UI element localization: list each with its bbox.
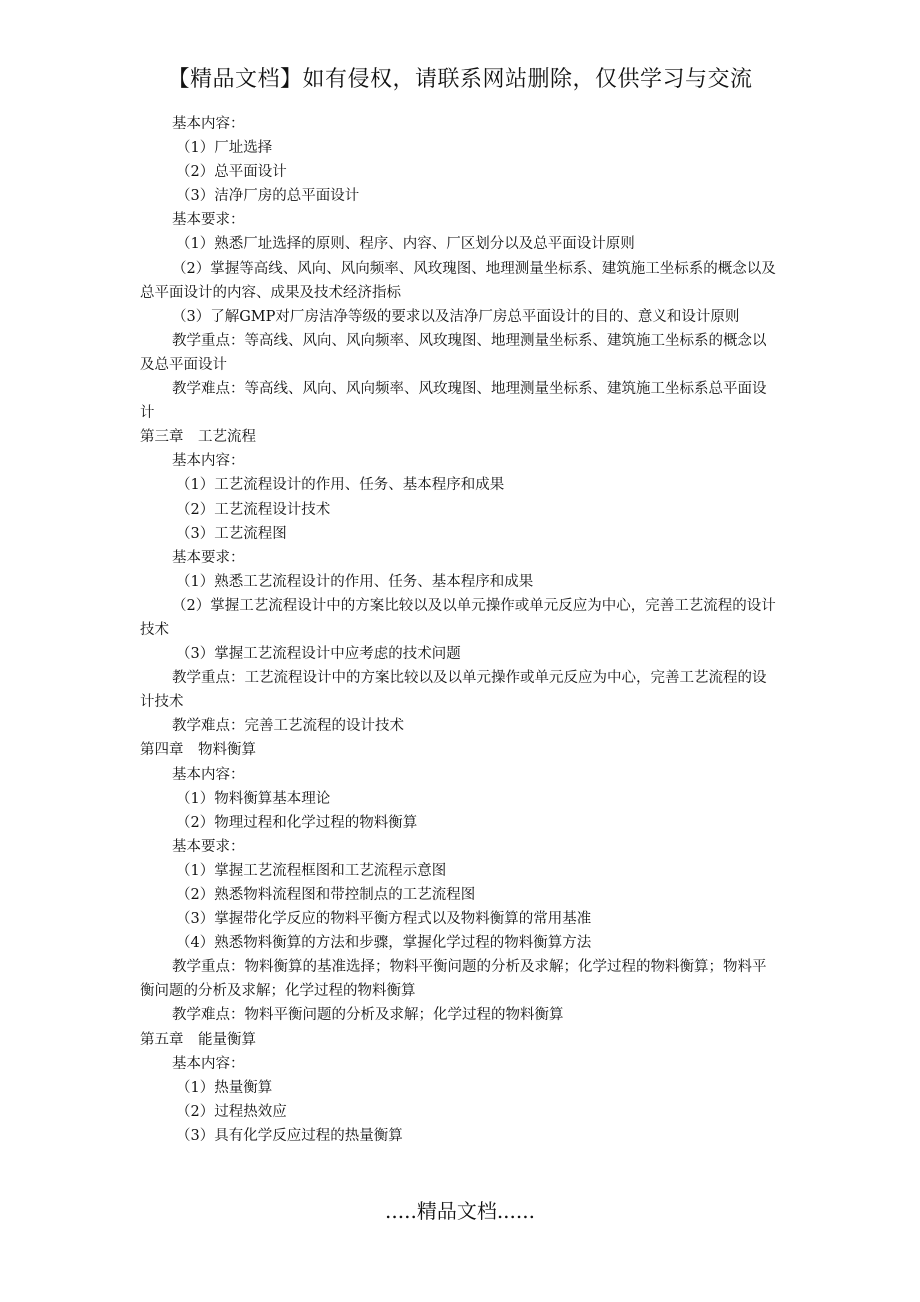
paragraph: （2）掌握等高线、风向、风向频率、风玫瑰图、地理测量坐标系、建筑施工坐标系的概念以及总平面设计的内容、成果及技术经济指标 <box>140 260 776 301</box>
chapter-heading: 第四章 物料衡算 <box>140 742 256 759</box>
list-item: （3）掌握带化学反应的物料平衡方程式以及物料衡算的常用基准 <box>176 911 592 928</box>
list-item: （1）熟悉厂址选择的原则、程序、内容、厂区划分以及总平面设计原则 <box>176 236 635 253</box>
page-footer: .....精品文档...... <box>385 1199 535 1223</box>
list-item: （2）工艺流程设计技术 <box>176 501 331 518</box>
paragraph: （2）掌握工艺流程设计中的方案比较以及以单元操作或单元反应为中心，完善工艺流程的设计技术 <box>140 597 776 638</box>
list-item: （1）熟悉工艺流程设计的作用、任务、基本程序和成果 <box>176 573 534 590</box>
section-label: 教学难点：物料平衡问题的分析及求解；化学过程的物料衡算 <box>172 1007 564 1024</box>
paragraph: 教学难点：等高线、风向、风向频率、风玫瑰图、地理测量坐标系、建筑施工坐标系总平面设计 <box>140 381 767 422</box>
list-item: （2）总平面设计 <box>176 164 287 181</box>
section-label: 教学难点：完善工艺流程的设计技术 <box>172 718 404 735</box>
paragraph: 教学重点：物料衡算的基准选择；物料平衡问题的分析及求解；化学过程的物料衡算；物料平衡问题的分析及求解；化学过程的物料衡算 <box>140 959 767 1000</box>
list-item: （2）过程热效应 <box>176 1103 287 1120</box>
chapter-heading: 第三章 工艺流程 <box>140 429 256 446</box>
list-item: （1）工艺流程设计的作用、任务、基本程序和成果 <box>176 477 505 494</box>
paragraph: （3）了解GMP对厂房洁净等级的要求以及洁净厂房总平面设计的目的、意义和设计原则 <box>172 308 740 325</box>
list-item: （1）掌握工艺流程框图和工艺流程示意图 <box>176 862 447 879</box>
section-label: 基本内容： <box>172 1055 245 1072</box>
section-label: 基本要求： <box>172 838 245 855</box>
section-label: 基本内容： <box>172 116 245 132</box>
section-label: 基本要求： <box>172 549 245 566</box>
list-item: （3）具有化学反应过程的热量衡算 <box>176 1127 403 1144</box>
paragraph: 教学重点：工艺流程设计中的方案比较以及以单元操作或单元反应为中心，完善工艺流程的设计技术 <box>140 670 767 711</box>
list-item: （2）熟悉物料流程图和带控制点的工艺流程图 <box>176 887 476 903</box>
list-item: （3）洁净厂房的总平面设计 <box>176 188 360 205</box>
section-label: 基本内容： <box>172 453 245 470</box>
section-label: 基本要求： <box>172 212 245 229</box>
list-item: （3）掌握工艺流程设计中应考虑的技术问题 <box>176 646 461 663</box>
chapter-heading: 第五章 能量衡算 <box>140 1031 256 1048</box>
list-item: （1）物料衡算基本理论 <box>176 790 331 807</box>
document-body <box>140 112 780 1148</box>
list-item: （1）热量衡算 <box>176 1079 273 1096</box>
list-item: （2）物理过程和化学过程的物料衡算 <box>176 814 418 831</box>
list-item: （4）熟悉物料衡算的方法和步骤，掌握化学过程的物料衡算方法 <box>176 935 592 952</box>
page-header: 【精品文档】如有侵权，请联系网站删除，仅供学习与交流 <box>167 67 753 92</box>
list-item: （1）厂址选择 <box>176 140 273 157</box>
section-label: 基本内容： <box>172 766 245 783</box>
paragraph: 教学重点：等高线、风向、风向频率、风玫瑰图、地理测量坐标系、建筑施工坐标系的概念以及总平面设计 <box>140 332 767 373</box>
list-item: （3）工艺流程图 <box>176 525 287 542</box>
